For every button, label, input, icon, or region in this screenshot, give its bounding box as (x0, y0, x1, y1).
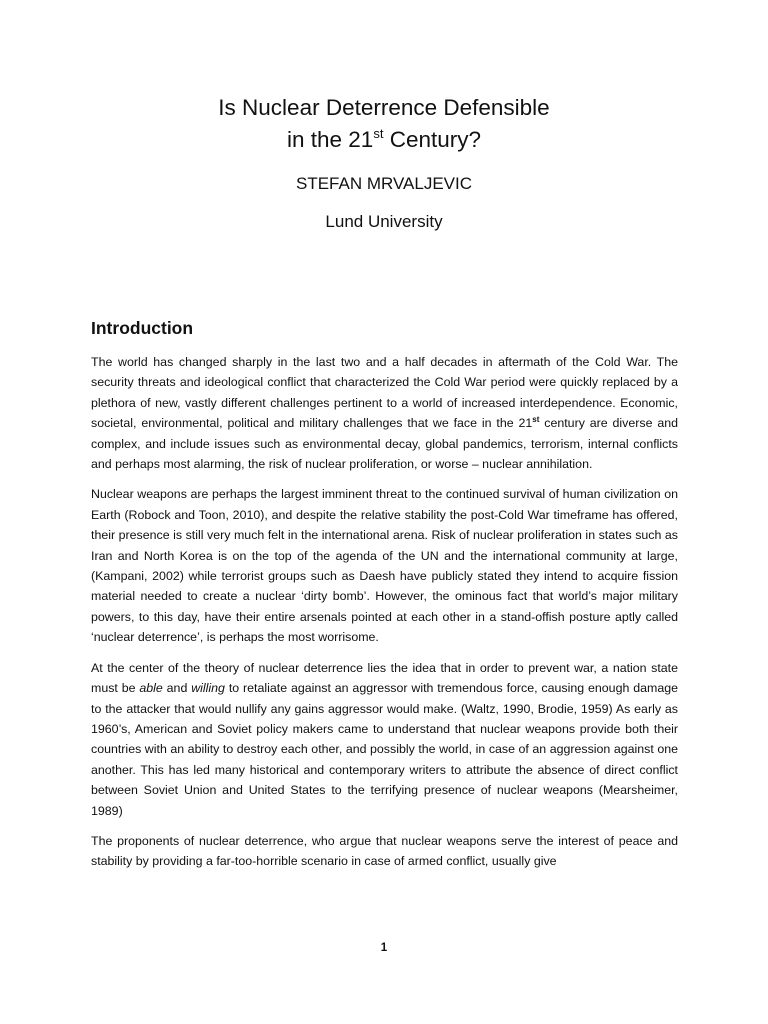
paragraph-4: The proponents of nuclear deterrence, who argue that nuclear weapons serve the interest of peace and stability by providing a far-too-horrible scenario in case of armed conflict, usually give (91, 833, 678, 869)
title-line-1: Is Nuclear Deterrence Defensible (218, 95, 550, 120)
paragraph-3-part-b: to retaliate against an aggressor with tremendous force, causing enough damage to the attacker that would nullify any gains aggressor would make. (Waltz, 1990, Brodie, 1959) As early as 1960’s, American and Soviet policy makers came to understand that nuclear weapons provide both their countries with an ability to destroy each other, and possibly the world, in case of an aggression against one another. This has led many historical and contemporary writers to attribute the absence of direct conflict between Soviet Union and United States to the terrifying presence of nuclear weapons (Mearsheimer, 1989) (91, 681, 678, 818)
emphasis-able: able (139, 681, 163, 696)
paragraph-1-part-a: The world has changed sharply in the last two and a half decades in aftermath of the Cold War. The security threats and ideological conflict that characterized the Cold War period were quickly replaced by a plethora of new, vastly different challenges pertinent to a world of increased interdependence. Economic, societal, environmental, political and military challenges that we face in the 21 (91, 355, 678, 431)
paragraph-3-and: and (162, 681, 192, 696)
paragraph-3-part-a: At the center of the theory of nuclear deterrence lies the idea that in order to prevent war, a nation state must be (91, 660, 678, 696)
section-heading: Introduction (91, 318, 194, 338)
author-affiliation: Lund University (325, 212, 443, 231)
emphasis-willing: willing (191, 681, 225, 696)
paragraph-1-part-b: century are diverse and complex, and include issues such as environmental decay, global pandemics, terrorism, internal conflicts and perhaps most alarming, the risk of nuclear proliferation, or worse – nuclear annihilation. (91, 416, 678, 472)
paragraph-1-superscript: st (532, 415, 540, 425)
paragraph-2: Nuclear weapons are perhaps the largest imminent threat to the continued survival of human civilization on Earth (Robock and Toon, 2010), and despite the relative stability the post-Cold War timeframe has offered, their presence is still very much felt in the international arena. Risk of nuclear proliferation in states such as Iran and North Korea is on the top of the agenda of the UN and the international community at large, (Kampani, 2002) while terrorist groups such as Daesh have publicly stated they intend to acquire fission material needed to create a nuclear ‘dirty bomb’. However, the ominous fact that world’s major military powers, to this day, have their entire arsenals pointed at each other in a stand-offish posture aptly called ‘nuclear deterrence’, is perhaps the most worrisome. (91, 487, 678, 645)
paragraph-1 (91, 352, 678, 474)
paragraph-3 (91, 658, 678, 821)
author-name: STEFAN MRVALJEVIC (295, 174, 473, 193)
title-line-2-post: Century? (383, 127, 481, 152)
page-number: 1 (380, 942, 388, 954)
title-line-2-pre: in the 21 (286, 127, 374, 152)
paper-title (0, 92, 768, 156)
title-superscript: st (373, 126, 384, 141)
body-text (91, 352, 678, 882)
title-line-2 (0, 124, 768, 156)
